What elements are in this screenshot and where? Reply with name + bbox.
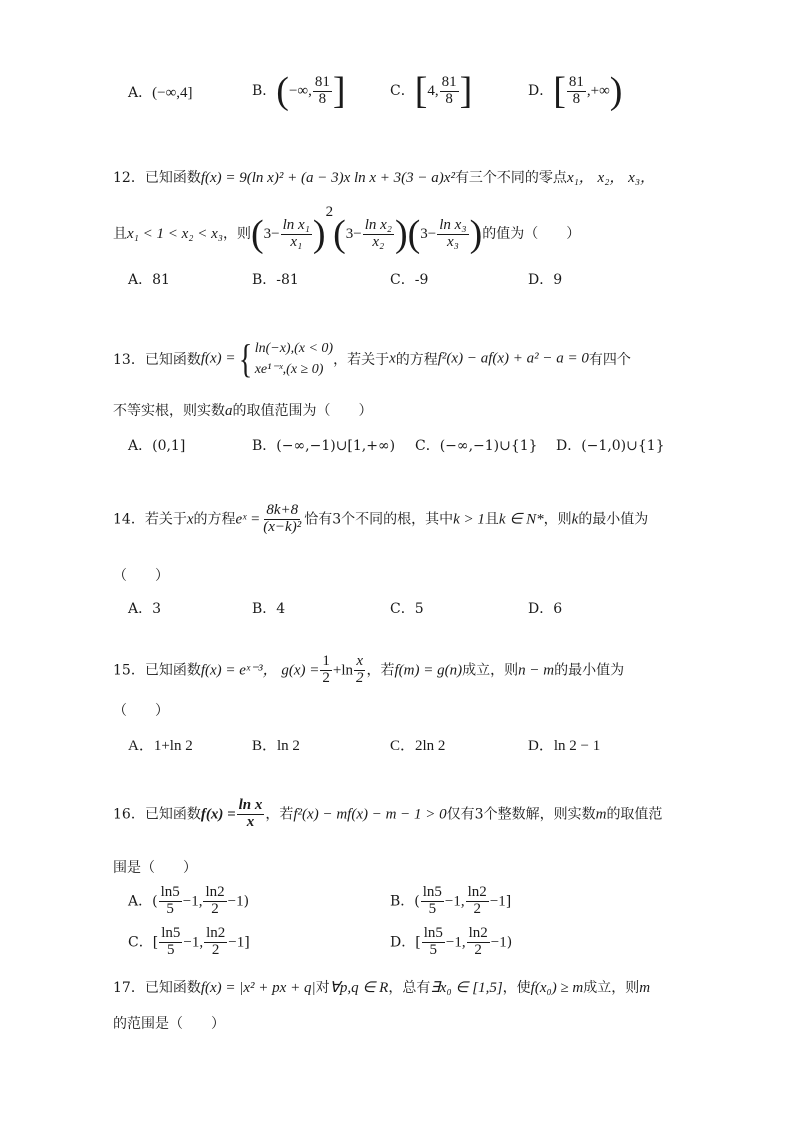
q12-option-a: A．81 xyxy=(128,272,170,288)
fraction xyxy=(320,654,332,687)
stem-text: 若关于 xyxy=(144,511,187,528)
stem-text: 恰有3个不同的根，其中 xyxy=(304,511,454,528)
q15-option-d: D．ln 2 − 1 xyxy=(528,738,601,754)
function-name: f(x) = xyxy=(200,350,236,367)
term: −1, xyxy=(444,893,465,910)
expression: n − m xyxy=(518,662,555,679)
q15-option-c: C．2ln 2 xyxy=(390,738,446,754)
piecewise-cases xyxy=(255,338,333,380)
option-label: D．[ xyxy=(390,934,421,951)
denominator: 2 xyxy=(322,669,330,686)
fraction xyxy=(354,654,366,687)
option-label: C． xyxy=(390,83,415,99)
q16-line1 xyxy=(113,798,662,831)
fraction xyxy=(159,885,182,918)
option-value: ,+∞ xyxy=(586,83,610,99)
q13-line2 xyxy=(113,400,373,420)
q12-line2: 且x₁ < 1 < x₂ < x₃，则(3− $\frac{\text{ln x₁}}{\text{x₁}}$ )$^2$(3− $\frac{\text{ln x₂}}{\text{x₂}}$ )(3− $\frac{\text{ln x₃}}{\text{x₃}}$ )的值为（ ） xyxy=(113,204,581,255)
denominator: (x−k)² xyxy=(263,518,302,535)
exponent: 2 xyxy=(325,204,334,220)
equation: f²(x) − af(x) + a² − a = 0 xyxy=(437,350,589,367)
stem-text: 已知函数 xyxy=(144,662,201,679)
stem-text: 的方程 xyxy=(193,511,236,528)
denominator: x₂ xyxy=(372,233,385,250)
denominator: 2 xyxy=(211,900,219,917)
fraction xyxy=(422,926,445,959)
function-g: ， g(x) = xyxy=(262,662,320,679)
q15-option-b: B．ln 2 xyxy=(252,738,300,754)
stem-text: 的取值范 xyxy=(606,806,663,823)
question-number: 16． xyxy=(113,806,145,823)
stem-text: 已知函数 xyxy=(144,806,201,823)
denominator: x₁ xyxy=(290,233,303,250)
function-f: f(x) = eˣ⁻³ xyxy=(200,662,263,679)
numerator: 1 xyxy=(322,653,330,669)
q12-option-c: C．-9 xyxy=(390,272,429,288)
option-label: C．[ xyxy=(128,934,159,951)
fraction xyxy=(261,503,303,536)
stem-text: 的值为（ ） xyxy=(482,226,581,242)
q13-option-a: A．(0,1] xyxy=(128,438,186,454)
numerator: ln x₂ xyxy=(364,216,392,233)
fraction xyxy=(437,218,468,251)
q11-option-a xyxy=(128,82,193,102)
condition: k ∈ N* xyxy=(498,511,544,528)
stem-text: 对 xyxy=(315,980,330,996)
stem-text: 已知函数 xyxy=(144,352,201,368)
condition: k > 1 xyxy=(453,511,485,528)
quantifier: ∀p,q ∈ R xyxy=(329,980,389,996)
question-number: 17． xyxy=(113,980,145,996)
q13-option-b: B．(−∞,−1)∪[1,+∞) xyxy=(252,438,396,454)
fraction xyxy=(363,218,394,251)
case-1: ln(−x),(x < 0) xyxy=(254,341,334,356)
q12-line1 xyxy=(113,166,655,187)
numerator: 81 xyxy=(314,73,330,90)
variable: x xyxy=(389,350,396,367)
option-label: A． xyxy=(128,85,153,101)
bracket: ] xyxy=(244,934,250,951)
denominator: 5 xyxy=(167,941,175,958)
fraction xyxy=(204,926,227,959)
condition-expression: x₁ < 1 < x₂ < x₃ xyxy=(127,226,223,242)
numerator: ln2 xyxy=(468,925,488,941)
term: 3− xyxy=(345,226,362,242)
stem-text: ，则 xyxy=(222,226,251,242)
bracket: ] xyxy=(505,893,512,910)
answer-paren: （ ） xyxy=(113,568,169,584)
question-number: 12． xyxy=(113,170,145,186)
q17-line1 xyxy=(113,977,650,997)
q11-option-c: C．[4, $\frac{81}{8}$ ] xyxy=(390,70,473,112)
variable: m xyxy=(595,806,607,823)
fraction xyxy=(159,926,182,959)
stem-text: ，若关于 xyxy=(333,352,390,368)
stem-text: 有三个不同的零点 xyxy=(454,170,567,186)
numerator: 81 xyxy=(441,73,457,90)
inequality: f²(x) − mf(x) − m − 1 > 0 xyxy=(293,806,447,823)
variable: x xyxy=(186,511,194,528)
stem-text: 成立，则 xyxy=(462,662,519,679)
question-number: 15． xyxy=(113,662,145,679)
q14-line1 xyxy=(113,503,648,536)
fraction xyxy=(567,75,586,108)
option-label: B．( xyxy=(390,893,420,910)
stem-text: 围是（ ） xyxy=(113,860,197,876)
stem-text: 的范围是（ ） xyxy=(113,1016,225,1032)
q14-option-c: C．5 xyxy=(390,601,424,617)
q16-option-a xyxy=(128,885,249,918)
q11-option-b: B．(−∞, $\frac{81}{8}$ ] xyxy=(252,70,346,112)
denominator: 5 xyxy=(166,900,174,917)
denominator: 2 xyxy=(474,941,482,958)
numerator: ln x xyxy=(238,797,263,813)
stem-text: 的最小值为 xyxy=(578,511,649,528)
variable: a xyxy=(225,403,233,419)
equation: f(m) = g(n) xyxy=(394,662,463,679)
term: −1, xyxy=(183,934,204,951)
numerator: 81 xyxy=(568,73,584,90)
bracket: ) xyxy=(243,893,250,910)
q13-option-d: D．(−1,0)∪{1} xyxy=(556,438,665,454)
stem-text: 的方程 xyxy=(395,352,438,368)
option-label: A．( xyxy=(128,893,158,910)
term: −1 xyxy=(490,934,507,951)
q16-option-c xyxy=(128,926,250,959)
case-2: xe¹⁻ˣ,(x ≥ 0) xyxy=(254,362,324,377)
q16-option-d xyxy=(390,926,512,959)
stem-text: ，则 xyxy=(543,511,572,528)
variable: m xyxy=(639,980,651,996)
denominator: 8 xyxy=(445,90,453,107)
numerator: ln5 xyxy=(422,884,442,900)
q15-line1 xyxy=(113,654,624,687)
stem-text: 已知函数 xyxy=(144,980,201,996)
lhs: eˣ = xyxy=(235,511,261,528)
fraction xyxy=(467,926,490,959)
q12-option-b: B．-81 xyxy=(252,272,299,288)
q14-option-a: A．3 xyxy=(128,601,162,617)
q14-option-b: B．4 xyxy=(252,601,286,617)
stem-text: 仅有3个整数解，则实数 xyxy=(446,806,596,823)
q13-option-c: C．(−∞,−1)∪{1} xyxy=(415,438,538,454)
stem-text: 且 xyxy=(113,226,127,242)
quantifier: ∃x₀ ∈ [1,5] xyxy=(430,980,503,996)
term: 3− xyxy=(263,226,280,242)
term: 3− xyxy=(420,226,437,242)
option-value: 4, xyxy=(427,83,439,99)
fraction xyxy=(466,885,489,918)
q14-option-d: D．6 xyxy=(528,601,563,617)
denominator: x xyxy=(246,813,255,830)
q13-line1: 13．已知函数f(x) ={ ln(−x),(x < 0) xe¹⁻ˣ,(x ≥ 0) ，若关于x的方程f²(x) − af(x) + a² − a = 0有四个 xyxy=(113,336,631,381)
numerator: ln5 xyxy=(160,884,180,900)
stem-text: ，使 xyxy=(502,980,531,996)
answer-paren: （ ） xyxy=(113,703,169,719)
question-number: 13． xyxy=(113,352,145,368)
stem-text: ，若 xyxy=(366,662,395,679)
q15-option-a: A．1+ln 2 xyxy=(128,738,193,754)
inequality: f(x₀) ≥ m xyxy=(530,980,584,996)
option-value: −∞, xyxy=(288,83,312,99)
stem-text: 的最小值为 xyxy=(554,662,625,679)
denominator: 2 xyxy=(473,900,481,917)
fraction xyxy=(313,75,332,108)
function-expression: f(x) = |x² + px + q| xyxy=(200,980,316,996)
variable: k xyxy=(571,511,579,528)
fraction xyxy=(237,798,265,831)
numerator: x xyxy=(356,653,364,669)
term: −1 xyxy=(489,893,506,910)
stem-text: 已知函数 xyxy=(144,170,201,186)
fraction xyxy=(281,218,312,251)
fraction xyxy=(440,75,459,108)
denominator: 5 xyxy=(428,900,437,917)
term: −1 xyxy=(228,934,245,951)
function-name: f(x) = xyxy=(200,806,236,823)
numerator: ln2 xyxy=(205,884,225,900)
fraction xyxy=(203,885,226,918)
option-label: D． xyxy=(528,83,554,99)
stem-text: 的取值范围为（ ） xyxy=(232,403,373,419)
q11-option-d: D．[ $\frac{81}{8}$ ,+∞) xyxy=(528,70,623,112)
stem-text: 且 xyxy=(484,511,499,528)
q16-option-b xyxy=(390,885,511,918)
stem-text: 成立，则 xyxy=(583,980,640,996)
numerator: ln5 xyxy=(423,925,443,941)
denominator: 2 xyxy=(356,669,364,686)
numerator: ln5 xyxy=(161,925,181,941)
numerator: ln2 xyxy=(206,925,226,941)
q11-options xyxy=(0,70,794,112)
term: +ln xyxy=(332,662,353,679)
zeros-expression: x₁， x₂， x₃， xyxy=(566,170,656,186)
bracket: ) xyxy=(506,934,513,951)
stem-text: 有四个 xyxy=(588,352,631,368)
denominator: 2 xyxy=(211,941,220,958)
term: −1, xyxy=(182,893,203,910)
stem-text: ，总有 xyxy=(388,980,431,996)
term: −1, xyxy=(445,934,466,951)
fraction xyxy=(421,885,444,918)
numerator: ln2 xyxy=(467,884,487,900)
stem-text: 不等实根，则实数 xyxy=(113,403,225,419)
denominator: 8 xyxy=(572,90,581,107)
denominator: x₃ xyxy=(446,233,459,250)
denominator: 5 xyxy=(429,941,438,958)
term: −1 xyxy=(227,893,244,910)
q12-option-d: D．9 xyxy=(528,272,563,288)
option-label: B． xyxy=(252,83,277,99)
numerator: ln x₃ xyxy=(439,216,467,233)
numerator: ln x₁ xyxy=(282,216,310,233)
question-number: 14． xyxy=(113,511,145,528)
function-expression: f(x) = 9(ln x)² + (a − 3)x ln x + 3(3 − a)x² xyxy=(200,170,455,186)
stem-text: ，若 xyxy=(265,806,294,823)
denominator: 8 xyxy=(318,90,327,107)
numerator: 8k+8 xyxy=(266,502,299,518)
option-value: (−∞,4] xyxy=(152,85,193,101)
